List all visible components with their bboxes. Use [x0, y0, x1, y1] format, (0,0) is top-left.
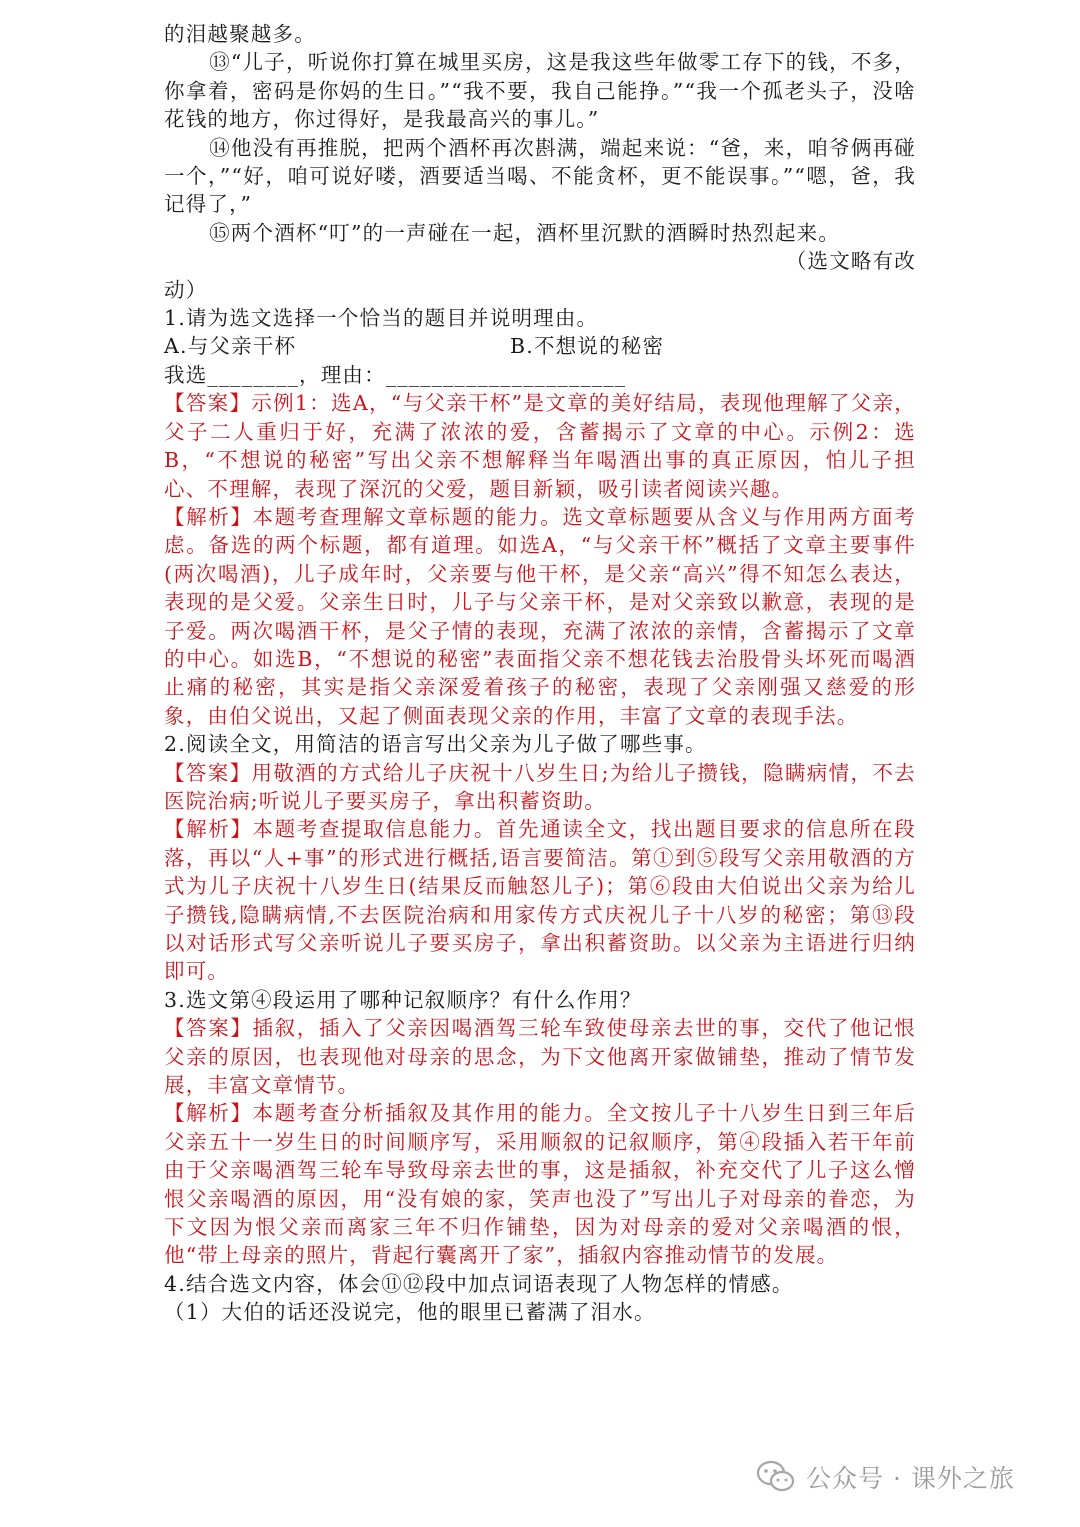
- question-1-answer: 【答案】示例1：选A，“与父亲干杯”是文章的美好结局，表现他理解了父亲，父子二人重归于好，充满了浓浓的爱，含蓄揭示了文章的中心。示例2：选B，“不想说的秘密”写出父亲不想解释当年喝酒出事的真正原因，怕儿子担心、不理解，表现了深沉的父爱，题目新颖，吸引读者阅读兴趣。: [164, 391, 916, 501]
- question-3-answer: 【答案】插叙，插入了父亲因喝酒驾三轮车致使母亲去世的事，交代了他记恨父亲的原因，也表现他对母亲的思念，为下文他离开家做铺垫，推动了情节发展，丰富文章情节。: [164, 1016, 916, 1098]
- question-1: 1.请为选文选择一个恰当的题目并说明理由。: [164, 306, 599, 331]
- wechat-icon: [756, 1460, 796, 1494]
- option-b: B.不想说的秘密: [510, 334, 665, 359]
- wechat-watermark: [756, 1455, 1015, 1499]
- source-note: （选文略有改: [785, 249, 916, 274]
- story-paragraph-13: ⑬“儿子，听说你打算在城里买房，这是我这些年做零工存下的钱，不多，你拿着，密码是你妈的生日。”“我不要，我自己能挣。”“我一个孤老头子，没啥花钱的地方，你过得好，是我最高兴的事儿。”: [164, 50, 916, 132]
- question-2-analysis: 【解析】本题考查提取信息能力。首先通读全文，找出题目要求的信息所在段落，再以“人+事”的形式进行概括,语言要简洁。第①到⑤段写父亲用敬酒的方式为儿子庆祝十八岁生日(结果反而触怒儿子)；第⑥段由大伯说出父亲为给儿子攒钱,隐瞒病情,不去医院治病和用家传方式庆祝儿子十八岁的秘密；第⑬段以对话形式写父亲听说儿子要买房子，拿出积蓄资助。以父亲为主语进行归纳即可。: [164, 817, 916, 984]
- story-paragraph-15: ⑮两个酒杯“叮”的一声碰在一起，酒杯里沉默的酒瞬时热烈起来。: [209, 220, 841, 245]
- question-1-analysis: 【解析】本题考查理解文章标题的能力。选文章标题要从含义与作用两方面考虑。备选的两个标题，都有道理。如选A，“与父亲干杯”概括了文章主要事件(两次喝酒)，儿子成年时，父亲要与他干杯，是父亲“高兴”得不知怎么表达，表现的是父爱。父亲生日时，儿子与父亲干杯，是对父亲致以歉意，表现的是子爱。两次喝酒干杯，是父子情的表现，充满了浓浓的亲情，含蓄揭示了文章的中心。如选B，“不想说的秘密”表面指父亲不想花钱去治股骨头坏死而喝酒止痛的秘密，其实是指父亲深爱着孩子的秘密，表现了父亲刚强又慈爱的形象，由伯父说出，又起了侧面表现父亲的作用，丰富了文章的表现手法。: [164, 504, 916, 728]
- question-2-answer: 【答案】用敬酒的方式给儿子庆祝十八岁生日;为给儿子攒钱，隐瞒病情，不去医院治病;听说儿子要买房子，拿出积蓄资助。: [164, 760, 916, 813]
- watermark-text: 公众号 · 课外之旅: [806, 1464, 1015, 1493]
- question-4-sub-1: （1）大伯的话还没说完，他的眼里已蓄满了泪水。: [164, 1300, 656, 1325]
- question-3: 3.选文第④段运用了哪种记叙顺序？有什么作用？: [164, 987, 642, 1012]
- option-a: A.与父亲干杯: [164, 334, 297, 359]
- story-line-0: 的泪越聚越多。: [164, 22, 316, 46]
- document-page: [164, 20, 916, 1327]
- question-3-analysis: 【解析】本题考查分析插叙及其作用的能力。全文按儿子十八岁生日到三年后父亲五十一岁生日的时间顺序写，采用顺叙的记叙顺序，第④段插入若干年前由于父亲喝酒驾三轮车导致母亲去世的事，这是插叙，补充交代了儿子这么憎恨父亲喝酒的原因，用“没有娘的家，笑声也没了”写出儿子对母亲的眷恋，为下文因为恨父亲而离家三年不归作铺垫，因为对母亲的爱对父亲喝酒的恨，他“带上母亲的照片，背起行囊离开了家”，插叙内容推动情节的发展。: [164, 1101, 916, 1268]
- question-1-fill-line: 我选________，理由：_____________________: [164, 362, 627, 387]
- question-1-options: [164, 332, 916, 360]
- question-4: 4.结合选文内容，体会⑪⑫段中加点词语表现了人物怎样的情感。: [164, 1271, 794, 1296]
- question-2: 2.阅读全文，用简洁的语言写出父亲为儿子做了哪些事。: [164, 732, 707, 757]
- source-note-end: 动）: [164, 277, 208, 302]
- story-paragraph-14: ⑭他没有再推脱，把两个酒杯再次斟满，端起来说：“爸，来，咱爷俩再碰一个，”“好，咱可说好喽，酒要适当喝、不能贪杯，更不能误事。”“嗯，爸，我记得了，”: [164, 135, 916, 217]
